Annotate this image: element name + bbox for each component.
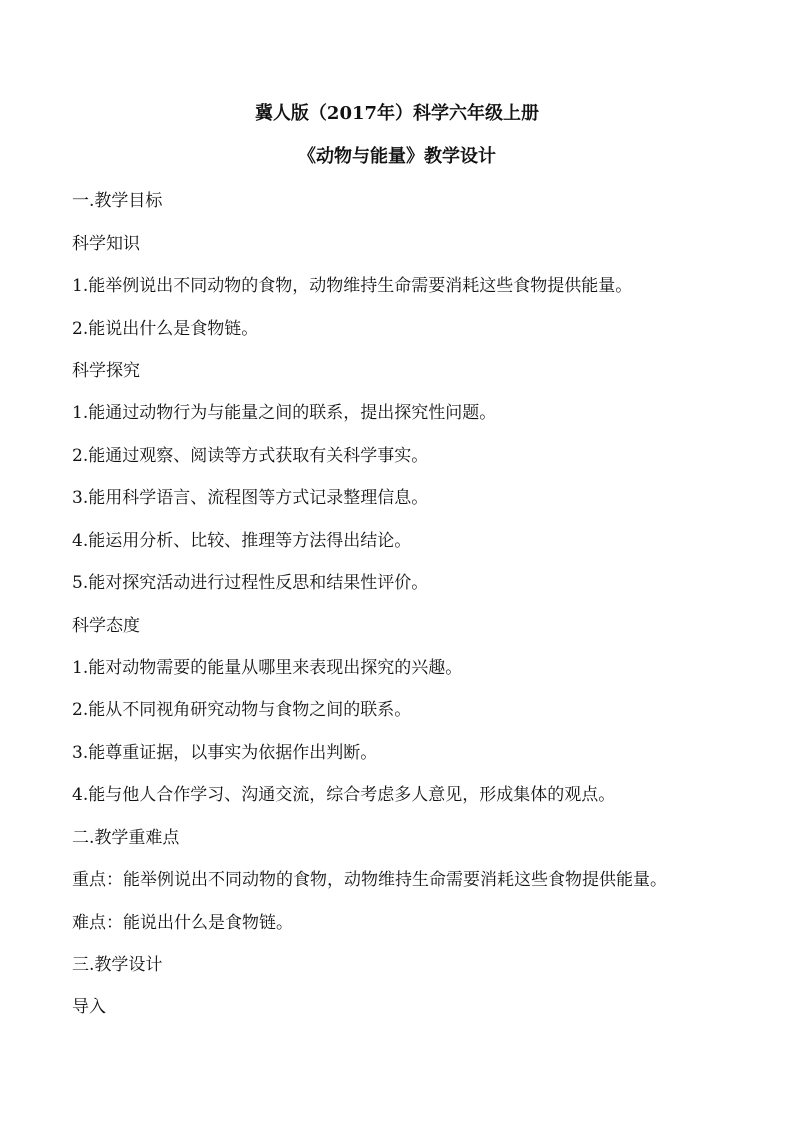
attitude-item: 4.能与他人合作学习、沟通交流，综合考虑多人意见，形成集体的观点。 <box>72 785 616 805</box>
attitude-item: 1.能对动物需要的能量从哪里来表现出探究的兴趣。 <box>72 658 463 678</box>
subheading-science-knowledge: 科学知识 <box>72 234 140 254</box>
subheading-introduction: 导入 <box>72 997 106 1017</box>
section-heading-objectives: 一.教学目标 <box>72 191 163 211</box>
inquiry-item: 2.能通过观察、阅读等方式获取有关科学事实。 <box>72 446 429 466</box>
document-title-lesson: 《动物与能量》教学设计 <box>298 146 496 167</box>
attitude-item: 3.能尊重证据，以事实为依据作出判断。 <box>72 743 378 763</box>
subheading-science-attitude: 科学态度 <box>72 616 140 636</box>
knowledge-item: 1.能举例说出不同动物的食物，动物维持生命需要消耗这些食物提供能量。 <box>72 276 633 296</box>
difficult-point: 难点：能说出什么是食物链。 <box>72 913 293 933</box>
inquiry-item: 1.能通过动物行为与能量之间的联系，提出探究性问题。 <box>72 403 497 423</box>
attitude-item: 2.能从不同视角研究动物与食物之间的联系。 <box>72 700 412 720</box>
inquiry-item: 3.能用科学语言、流程图等方式记录整理信息。 <box>72 488 429 508</box>
inquiry-item: 5.能对探究活动进行过程性反思和结果性评价。 <box>72 573 429 593</box>
inquiry-item: 4.能运用分析、比较、推理等方法得出结论。 <box>72 531 412 551</box>
section-heading-design: 三.教学设计 <box>72 955 163 975</box>
key-point: 重点：能举例说出不同动物的食物，动物维持生命需要消耗这些食物提供能量。 <box>72 870 667 890</box>
subheading-science-inquiry: 科学探究 <box>72 361 140 381</box>
knowledge-item: 2.能说出什么是食物链。 <box>72 319 259 339</box>
section-heading-key-points: 二.教学重难点 <box>72 828 180 848</box>
document-title-series: 冀人版（2017年）科学六年级上册 <box>254 103 540 124</box>
